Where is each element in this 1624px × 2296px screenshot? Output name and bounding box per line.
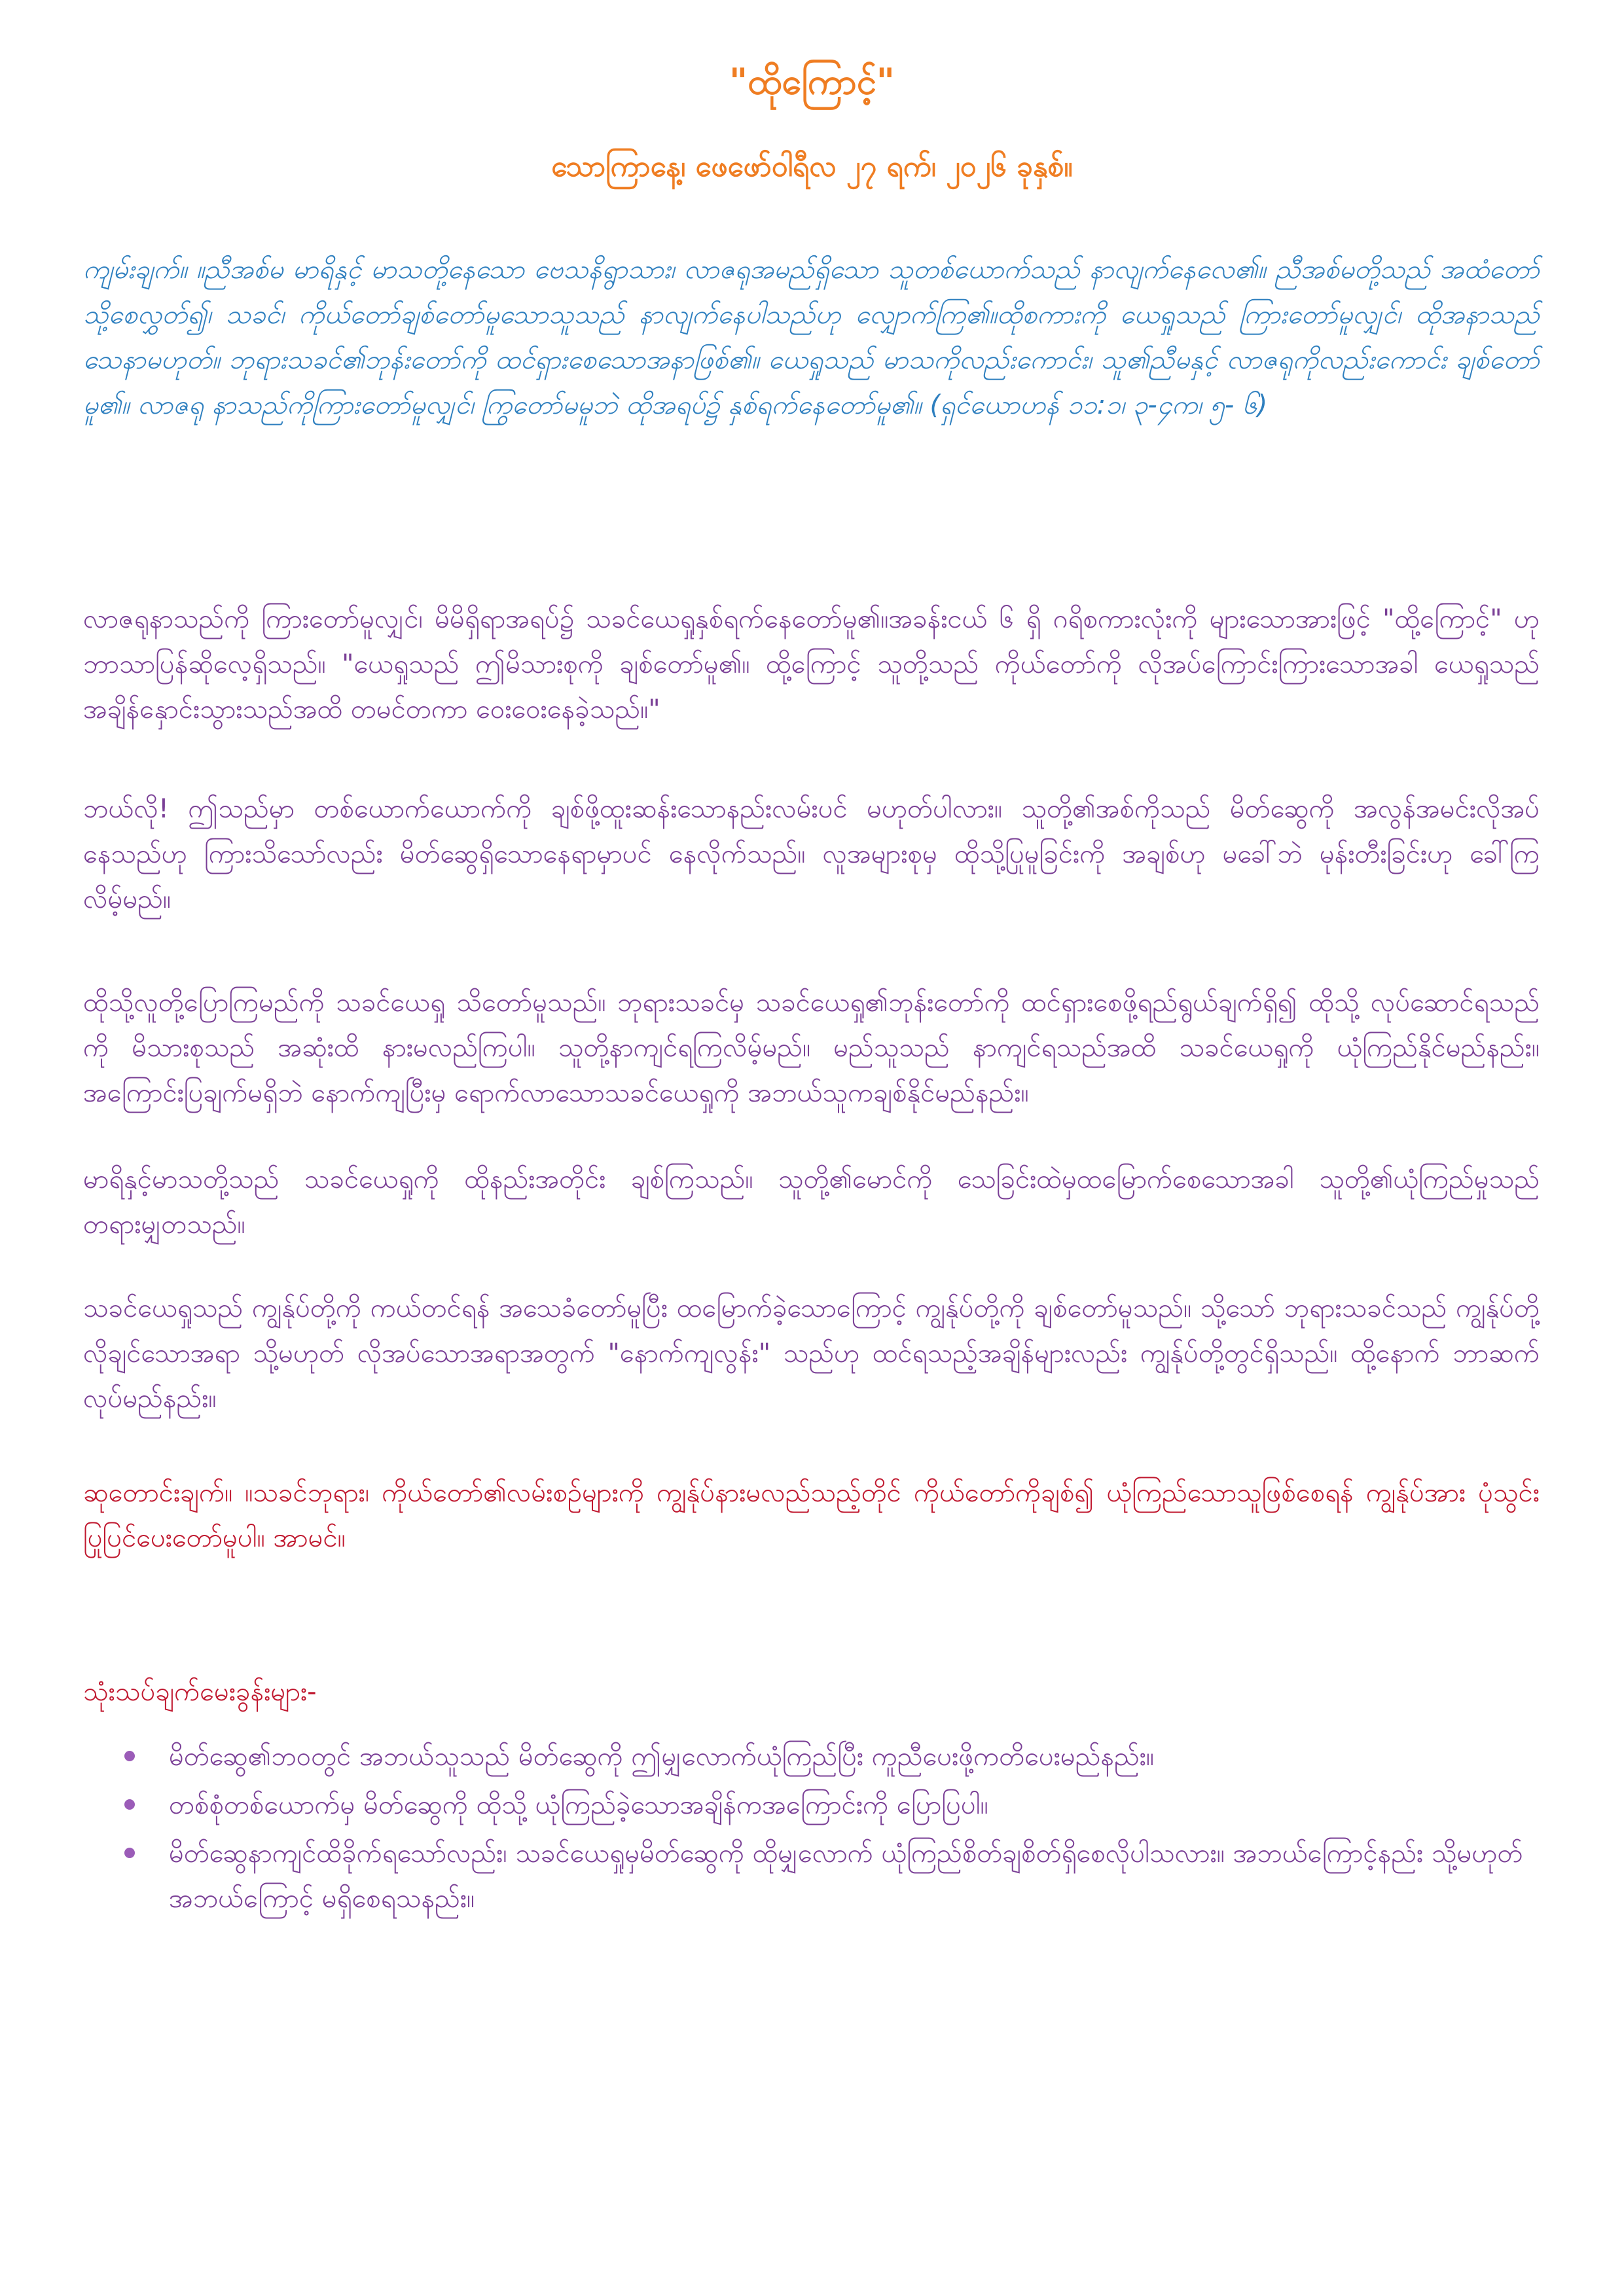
question-text: မိတ်ဆွေ၏ဘဝတွင် အဘယ်သူသည် မိတ်ဆွေကို ဤမျှလောက်ယုံကြည်ပြီး ကူညီပေးဖို့ကတိပေးမည်နည်း။: [169, 1742, 1155, 1772]
question-text: မိတ်ဆွေနာကျင်ထိခိုက်ရသော်လည်း၊ သခင်ယေရှုမှမိတ်ဆွေကို ထိုမျှလောက် ယုံကြည်စိတ်ချစိတ်ရှိစေလိုပါသလား။ အဘယ်ကြောင့်နည်း သို့မဟုတ် အဘယ်ကြောင့် မရှိစေရသနည်း။: [169, 1839, 1523, 1914]
body-paragraph-2: ဘယ်လို! ဤသည်မှာ တစ်ယောက်ယောက်ကို ချစ်ဖို့ထူးဆန်းသောနည်းလမ်းပင် မဟုတ်ပါလား။ သူတို့၏အစ်ကိုသည် မိတ်ဆွေကို အလွန်အမင်းလိုအပ်နေသည်ဟု ကြားသိသော်လည်း မိတ်ဆွေရှိသောနေရာမှာပင် နေလိုက်သည်။ လူအများစုမှ ထိုသို့ပြုမူခြင်းကို အချစ်ဟု မခေါ်ဘဲ မုန်းတီးခြင်းဟု ခေါ်ကြလိမ့်မည်။: [83, 794, 1540, 914]
bullet-icon: [124, 1799, 135, 1810]
scripture-passage: ကျမ်းချက်။ ။ညီအစ်မ မာရိနှင့် မာသတို့နေသော ဗေသနိရွာသား၊ လာဇရုအမည်ရှိသော သူတစ်ယောက်သည် နာလျက်နေလေ၏။ ညီအစ်မတို့သည် အထံတော်သို့စေလွှတ်၍၊ သခင်၊ ကိုယ်တော်ချစ်တော်မူသောသူသည် နာလျက်နေပါသည်ဟု လျှောက်ကြ၏။ထိုစကားကို ယေရှုသည် ကြားတော်မူလျှင်၊ ထိုအနာသည် သေနာမဟုတ်။ ဘုရားသခင်၏ဘုန်းတော်ကို ထင်ရှားစေသောအနာဖြစ်၏။ ယေရှုသည် မာသကိုလည်းကောင်း၊ သူ၏ညီမနှင့် လာဇရုကိုလည်းကောင်း ချစ်တော်မူ၏။ လာဇရု နာသည်ကိုကြားတော်မူလျှင်၊ ကြွတော်မမူဘဲ ထိုအရပ်၌ နှစ်ရက်နေတော်မူ၏။ (ရှင်ယောဟန် ၁၁:၁၊ ၃-၄က၊ ၅- ၆): [83, 255, 1540, 420]
prayer-paragraph: ဆုတောင်းချက်။ ။သခင်ဘုရား၊ ကိုယ်တော်၏လမ်းစဉ်များကို ကျွန်ုပ်နားမလည်သည့်တိုင် ကိုယ်တော်ကိုချစ်၍ ယုံကြည်သောသူဖြစ်စေရန် ကျွန်ုပ်အား ပုံသွင်းပြုပြင်ပေးတော်မူပါ။ အာမင်။: [83, 1478, 1540, 1553]
date-subtitle: သောကြာနေ့၊ ဖေဖော်ဝါရီလ ၂၇ ရက်၊ ၂၀၂၆ ခုနှစ်။: [551, 150, 1073, 183]
reflection-questions-list: [118, 1734, 1538, 1925]
question-item: [118, 1783, 1538, 1828]
question-item: [118, 1734, 1538, 1780]
question-item: [118, 1831, 1538, 1922]
body-paragraph-3: ထိုသို့လူတို့ပြောကြမည်ကို သခင်ယေရှု သိတော်မူသည်။ ဘုရားသခင်မှ သခင်ယေရှု၏ဘုန်းတော်ကို ထင်ရှားစေဖို့ရည်ရွယ်ချက်ရှိ၍ ထိုသို့ လုပ်ဆောင်ရသည်ကို မိသားစုသည် အဆုံးထိ နားမလည်ကြပါ။ သူတို့နာကျင်ရကြလိမ့်မည်။ မည်သူသည် နာကျင်ရသည်အထိ သခင်ယေရှုကို ယုံကြည်နိုင်မည်နည်း။ အကြောင်းပြချက်မရှိဘဲ နောက်ကျပြီးမှ ရောက်လာသောသခင်ယေရှုကို အဘယ်သူကချစ်နိုင်မည်နည်း။: [83, 988, 1540, 1108]
body-paragraph-4: မာရိနှင့်မာသတို့သည် သခင်ယေရှုကို ထိုနည်းအတိုင်း ချစ်ကြသည်။ သူတို့၏မောင်ကို သေခြင်းထဲမှထမြောက်စေသောအခါ သူတို့၏ယုံကြည်မှုသည် တရားမျှတသည်။: [83, 1164, 1540, 1240]
body-paragraph-5: သခင်ယေရှုသည် ကျွန်ုပ်တို့ကို ကယ်တင်ရန် အသေခံတော်မူပြီး ထမြောက်ခဲ့သောကြောင့် ကျွန်ုပ်တို့ကို ချစ်တော်မူသည်။ သို့သော် ဘုရားသခင်သည် ကျွန်ုပ်တို့လိုချင်သောအရာ သို့မဟုတ် လိုအပ်သောအရာအတွက် "နောက်ကျလွန်း" သည်ဟု ထင်ရသည့်အချိန်များလည်း ကျွန်ုပ်တို့တွင်ရှိသည်။ ထို့နောက် ဘာဆက်လုပ်မည်နည်း။: [83, 1293, 1540, 1414]
page-title: "ထိုကြောင့်": [729, 61, 895, 102]
bullet-icon: [124, 1848, 135, 1858]
reflection-questions-heading: သုံးသပ်ချက်မေးခွန်းများ-: [83, 1677, 317, 1707]
body-paragraph-1: လာဇရုနာသည်ကို ကြားတော်မူလျှင်၊ မိမိရှိရာအရပ်၌ သခင်ယေရှုနှစ်ရက်နေတော်မူ၏။အခန်းငယ် ၆ ရှိ ဂရိစကားလုံးကို များသောအားဖြင့် "ထို့ကြောင့်" ဟု ဘာသာပြန်ဆိုလေ့ရှိသည်။ "ယေရှုသည် ဤမိသားစုကို ချစ်တော်မူ၏။ ထို့ကြောင့် သူတို့သည် ကိုယ်တော်ကို လိုအပ်ကြောင်းကြားသောအခါ ယေရှုသည် အချိန်နှောင်းသွားသည်အထိ တမင်တကာ ဝေးဝေးနေခဲ့သည်။": [83, 604, 1540, 725]
bullet-icon: [124, 1751, 135, 1761]
question-text: တစ်စုံတစ်ယောက်မှ မိတ်ဆွေကို ထိုသို့ ယုံကြည်ခဲ့သောအချိန်ကအကြောင်းကို ပြောပြပါ။: [169, 1790, 988, 1820]
